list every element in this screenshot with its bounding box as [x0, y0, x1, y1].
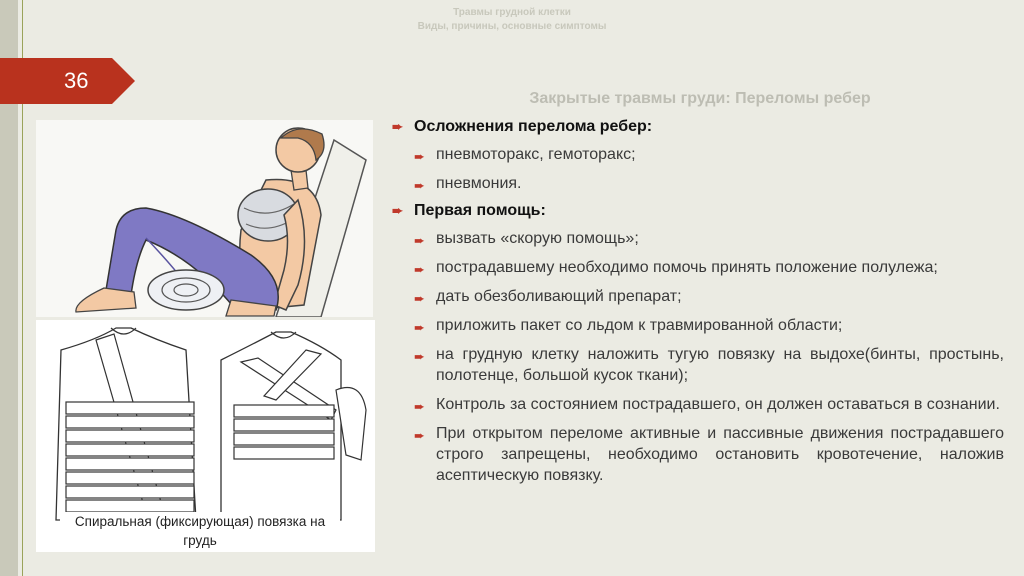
list-item-text: вызвать «скорую помощь»; [436, 230, 639, 247]
header-line-2: Виды, причины, основные симптомы [417, 21, 607, 32]
list-item [414, 423, 1004, 486]
header-line-1: Травмы грудной клетки [453, 7, 571, 18]
arrow-bullet-icon: ➨ [414, 262, 425, 277]
list-item-text: Контроль за состоянием пострадавшего, он должен оставаться в сознании. [436, 396, 1000, 413]
list-item-text: приложить пакет со льдом к травмированной области; [436, 317, 843, 334]
list-item-text: пневмония. [436, 175, 522, 192]
list-item [414, 315, 1004, 336]
slide-header [0, 6, 1024, 34]
arrow-bullet-icon: ➨ [414, 428, 425, 443]
arrow-bullet-icon: ➨ [414, 291, 425, 306]
page-number-badge [0, 58, 135, 104]
list-item [414, 144, 1004, 165]
arrow-bullet-icon: ➨ [414, 149, 425, 164]
arrow-bullet-icon: ➨ [414, 399, 425, 414]
list-item [414, 173, 1004, 194]
arrow-bullet-icon: ➨ [414, 320, 425, 335]
slide-title: Закрытые травмы груди: Переломы ребер [529, 90, 871, 107]
arrow-bullet-icon: ➨ [414, 233, 425, 248]
illustration-half-sitting-patient [36, 120, 373, 317]
list-item-text: При открытом переломе активные и пассивные движения пострадавшего строго запрещены, необходимо остановить кровотечение, наложив асептическую повязку. [436, 425, 1004, 484]
list-item [414, 344, 1004, 386]
list-item-text: пневмоторакс, гемоторакс; [436, 146, 636, 163]
section-heading-first-aid [392, 202, 1004, 220]
page-number: 36 [64, 68, 89, 93]
list-item [414, 228, 1004, 249]
arrow-bullet-icon: ➨ [392, 203, 403, 218]
heading-text: Первая помощь: [414, 202, 546, 219]
section-heading-complications [392, 118, 1004, 136]
list-item [414, 286, 1004, 307]
list-item [414, 394, 1004, 415]
image-caption: Спиральная (фиксирующая) повязка на грудь [60, 512, 340, 550]
list-item [414, 257, 1004, 278]
content-list [392, 118, 1004, 494]
arrow-bullet-icon: ➨ [414, 349, 425, 364]
list-item-text: пострадавшему необходимо помочь принять положение полулежа; [436, 259, 938, 276]
heading-text: Осложнения перелома ребер: [414, 118, 653, 135]
list-item-text: дать обезболивающий препарат; [436, 288, 682, 305]
list-item-text: на грудную клетку наложить тугую повязку на выдохе(бинты, простынь, полотенце, большой кусок ткани); [436, 346, 1004, 384]
arrow-bullet-icon: ➨ [392, 119, 403, 134]
arrow-bullet-icon: ➨ [414, 178, 425, 193]
